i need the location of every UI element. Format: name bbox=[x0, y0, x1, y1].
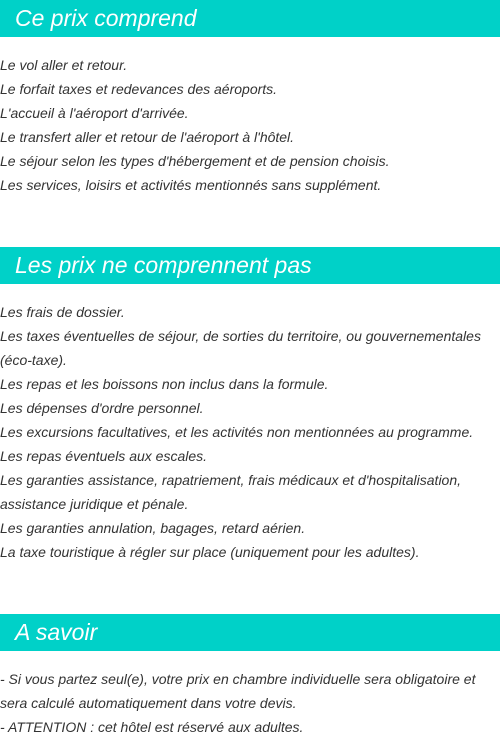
list-item: Le forfait taxes et redevances des aéroports. bbox=[0, 81, 278, 97]
list-item: Les services, loisirs et activités mentionnés sans supplément. bbox=[0, 177, 382, 193]
section-body-not-included bbox=[0, 300, 500, 564]
list-item: - ATTENTION : cet hôtel est réservé aux adultes. bbox=[0, 719, 304, 735]
section-header-included bbox=[0, 0, 500, 37]
section-body-included bbox=[0, 53, 500, 197]
list-item: Les dépenses d'ordre personnel. bbox=[0, 400, 204, 416]
list-item: Les repas éventuels aux escales. bbox=[0, 448, 208, 464]
list-item: Les excursions facultatives, et les activités non mentionnées au programme. bbox=[0, 424, 474, 440]
list-item: Le vol aller et retour. bbox=[0, 57, 128, 73]
section-title-included: Ce prix comprend bbox=[15, 5, 197, 31]
list-item: Les garanties annulation, bagages, retard aérien. bbox=[0, 520, 306, 536]
list-item: Les repas et les boissons non inclus dans la formule. bbox=[0, 376, 329, 392]
list-item: Les frais de dossier. bbox=[0, 304, 125, 320]
list-item: - Si vous partez seul(e), votre prix en chambre individuelle sera obligatoire et sera calculé automatiquement dans votre devis. bbox=[0, 671, 476, 711]
list-item: Le séjour selon les types d'hébergement et de pension choisis. bbox=[0, 153, 390, 169]
list-item: Les taxes éventuelles de séjour, de sorties du territoire, ou gouvernementales (éco-taxe). bbox=[0, 328, 481, 368]
section-title-good-to-know: A savoir bbox=[15, 619, 98, 645]
list-item: Les garanties assistance, rapatriement, frais médicaux et d'hospitalisation, assistance juridique et pénale. bbox=[0, 472, 462, 512]
section-body-good-to-know bbox=[0, 667, 500, 739]
list-item: Le transfert aller et retour de l'aéroport à l'hôtel. bbox=[0, 129, 295, 145]
section-header-not-included bbox=[0, 247, 500, 284]
list-item: L'accueil à l'aéroport d'arrivée. bbox=[0, 105, 189, 121]
section-header-good-to-know bbox=[0, 614, 500, 651]
list-item: La taxe touristique à régler sur place (uniquement pour les adultes). bbox=[0, 544, 420, 560]
section-title-not-included: Les prix ne comprennent pas bbox=[15, 252, 312, 278]
